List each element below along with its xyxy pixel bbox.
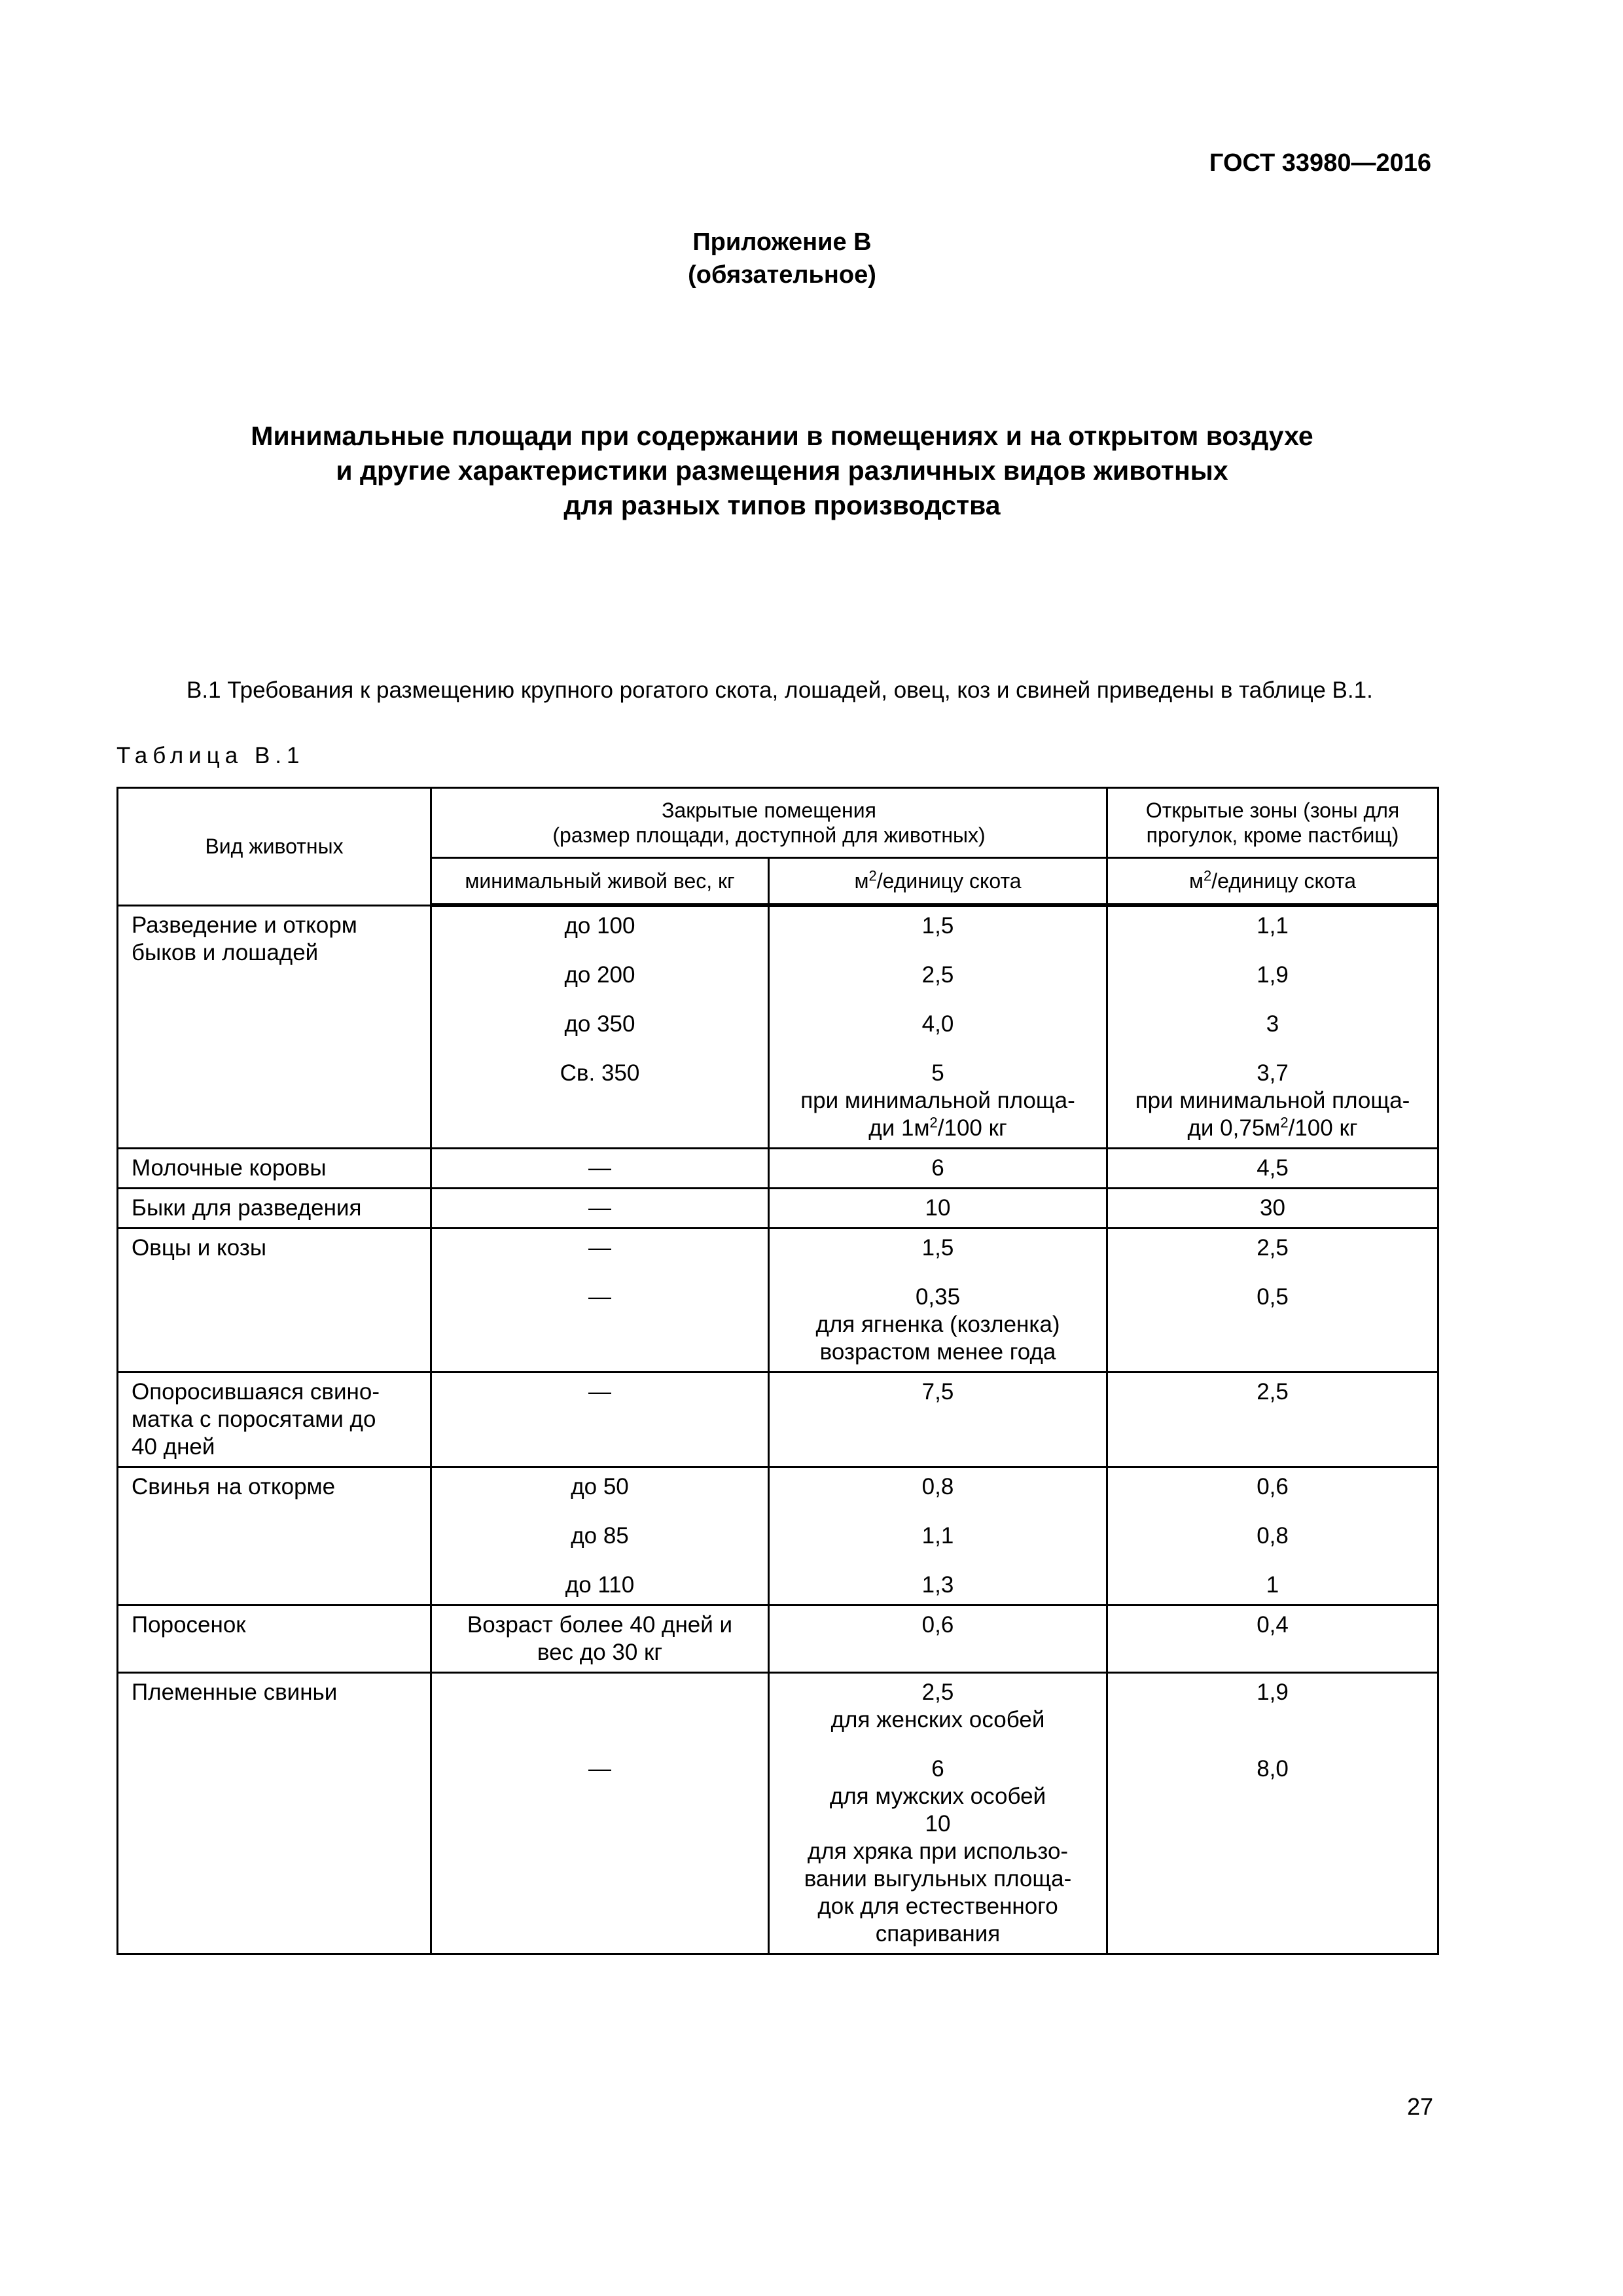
header-animal: Вид животных: [118, 788, 431, 906]
row-closed-area: 7,5: [769, 1372, 1107, 1467]
table-header-row: [118, 788, 1438, 858]
row-weight: —: [431, 1372, 769, 1467]
row-closed-area: 6: [769, 1149, 1107, 1189]
row-animal: Овцы и козы: [118, 1229, 431, 1372]
table-row: [118, 905, 1438, 1149]
header-min-weight: минимальный живой вес, кг: [431, 858, 769, 906]
row-animal: Племенные свиньи: [118, 1673, 431, 1954]
table-row: [118, 1149, 1438, 1189]
row-animal: Свинья на откорме: [118, 1467, 431, 1605]
row-closed-area: 0,6: [769, 1605, 1107, 1673]
row-closed-area: 0,8 1,1 1,3: [769, 1467, 1107, 1605]
row-animal: Поросенок: [118, 1605, 431, 1673]
row-closed-area: 1,5 2,5 4,0 5 при минимальной площа- ди $1м^2/100$ кг: [769, 905, 1107, 1149]
section-title-line-3: для разных типов производства: [563, 490, 1001, 520]
row-open-area: 30: [1107, 1189, 1438, 1229]
row-weight: —: [431, 1149, 769, 1189]
table-row: [118, 1467, 1438, 1605]
row-weight: — —: [431, 1229, 769, 1372]
row-animal: Быки для разведения: [118, 1189, 431, 1229]
row-animal: Молочные коровы: [118, 1149, 431, 1189]
row-weight: до 100 до 200 до 350 Св. 350: [431, 905, 769, 1149]
header-open: Открытые зоны (зоны для прогулок, кроме пастбищ): [1107, 788, 1438, 858]
row-weight: до 50 до 85 до 110: [431, 1467, 769, 1605]
page-number: 27: [1406, 2093, 1433, 2120]
document-header-standard: ГОСТ 33980—2016: [1209, 149, 1431, 177]
section-title-line-1: Минимальные площади при содержании в помещениях и на открытом воздухе: [251, 421, 1313, 451]
annex-status: (обязательное): [688, 261, 876, 289]
table-row: [118, 1372, 1438, 1467]
row-animal: Разведение и откорм быков и лошадей: [118, 905, 431, 1149]
row-closed-area: 2,5 для женских особей 6 для мужских особей 10 для хряка при использо- вании выгульных площа- док для естественного спаривания: [769, 1673, 1107, 1954]
row-open-area: 1,1 1,9 3 3,7 при минимальной площа- ди $0,75м^2/100$ кг: [1107, 905, 1438, 1149]
table-row: [118, 1605, 1438, 1673]
header-closed: Закрытые помещения (размер площади, доступной для животных): [431, 788, 1107, 858]
header-unit-closed: $м^2$/единицу скота: [769, 858, 1107, 906]
row-weight: Возраст более 40 дней и вес до 30 кг: [431, 1605, 769, 1673]
row-open-area: 2,5 0,5: [1107, 1229, 1438, 1372]
row-weight: —: [431, 1189, 769, 1229]
row-animal: Опоросившаяся свино- матка с поросятами до 40 дней: [118, 1372, 431, 1467]
row-open-area: 0,4: [1107, 1605, 1438, 1673]
annex-title: Приложение В: [692, 228, 872, 256]
table-row: [118, 1673, 1438, 1954]
table-label: Таблица В.1: [116, 743, 305, 768]
row-closed-area: 10: [769, 1189, 1107, 1229]
row-open-area: 2,5: [1107, 1372, 1438, 1467]
row-open-area: 4,5: [1107, 1149, 1438, 1189]
section-title-line-2: и другие характеристики размещения различных видов животных: [336, 456, 1228, 486]
table-row: [118, 1189, 1438, 1229]
row-open-area: 1,9 8,0: [1107, 1673, 1438, 1954]
row-weight: —: [431, 1673, 769, 1954]
row-open-area: 0,6 0,8 1: [1107, 1467, 1438, 1605]
table-row: [118, 1229, 1438, 1372]
animal-space-table: [116, 787, 1439, 1955]
intro-paragraph: В.1 Требования к размещению крупного рогатого скота, лошадей, овец, коз и свиней приведены в таблице В.1.: [187, 677, 1373, 703]
header-unit-open: $м^2$/единицу скота: [1107, 858, 1438, 906]
row-closed-area: 1,5 0,35 для ягненка (козленка) возрастом менее года: [769, 1229, 1107, 1372]
